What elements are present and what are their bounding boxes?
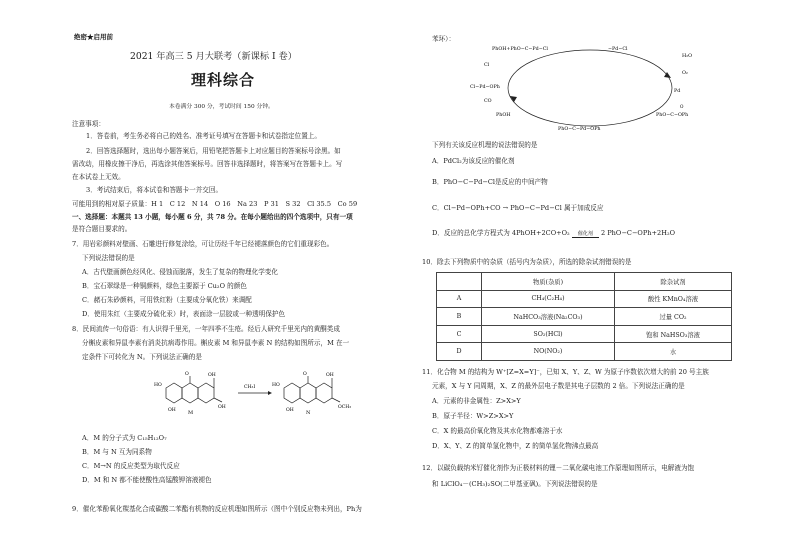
q8-option-d: D．M 和 N 都不能使酸性高锰酸钾溶液褪色 — [82, 476, 212, 484]
q9-option-d — [432, 229, 675, 239]
section1-a: 一、选择题：本题共 13 小题，每小题 6 分，共 78 分。在每小题给出的四个选项中，只有一项 — [72, 213, 353, 221]
left-column — [72, 0, 402, 560]
note-1: 1．答卷前，考生务必将自己的姓名、准考证号填写在答题卡和试卷指定位置上。 — [86, 132, 321, 140]
q7-option-c: C．赭石朱砂颜料，可用铁红粉（主要成分氧化铁）来调配 — [82, 296, 252, 304]
q11-option-c: C．X 的最高价氧化物及其水化物都难溶于水 — [432, 427, 563, 435]
subject-title: 理科综合 — [191, 71, 256, 89]
q9-c-tail: 属于加成反应 — [563, 204, 604, 212]
q9-option-c: C．Cl−Pd−OPh+CO → PhO−C−Pd−Cl 属于加成反应 — [432, 204, 604, 212]
table-row — [437, 290, 732, 308]
svg-text:OH: OH — [218, 405, 226, 410]
q7-stem-b: 下列说法错误的是 — [82, 254, 135, 262]
mech-h2o: H₂O — [682, 54, 693, 59]
q9-c-reactants: Cl−Pd−OPh+CO — [443, 204, 501, 212]
table-cell: 水 — [615, 343, 732, 361]
mech-top: PhOH+PhO−C−Pd−Cl — [492, 47, 548, 52]
q12-stem-a: 12．以碳负载纳米钌催化剂作为正极材料的锂－二氧化碳电池工作原理如图所示，电解液为饱 — [422, 464, 695, 472]
mech-carbonyl-o: O — [680, 104, 684, 109]
q8-stem-a: 8．民间流传一句俗语：有人识得千里光，一年四季不生疮。经后人研究千里光内的黄酮类成 — [72, 325, 340, 333]
atomic-masses: 可能用到的相对原子质量：H 1 C 12 N 14 O 16 Na 23 P 31 S 32 Cl 35.5 Co 59 — [72, 200, 358, 208]
svg-text:HO: HO — [272, 383, 280, 388]
secret-label: 绝密★启用前 — [74, 33, 113, 41]
mechanism-cycle — [462, 36, 722, 136]
table-cell: D — [437, 343, 482, 361]
q11-option-d: D．X、Y、Z 的简单氢化物中，Z 的简单氢化物沸点最高 — [432, 442, 599, 450]
table-header-row — [437, 273, 732, 291]
table-cell: 过量 CO₂ — [615, 308, 732, 326]
table-header-cell: 除杂试剂 — [615, 273, 732, 291]
q8-option-b: B．M 与 N 互为同系物 — [82, 448, 152, 456]
score-line: 本卷满分 300 分，考试时间 150 分钟。 — [169, 104, 274, 110]
table-header-cell — [437, 273, 482, 291]
q9-b-tail: 是反应的中间产物 — [494, 178, 548, 186]
q9-question: 下列有关该反应机理的说法错误的是 — [432, 141, 538, 149]
table-cell: B — [437, 308, 482, 326]
mech-bottom-right: PhO−C−OPh — [656, 113, 689, 118]
q9-b-structure: PhO−C−Pd−Cl — [443, 178, 495, 186]
mech-pd: Pd — [674, 89, 681, 94]
table-row — [437, 308, 732, 326]
svg-text:OH: OH — [208, 373, 216, 378]
q10-stem: 10．除去下列物质中的杂质（括号内为杂质），所选的除杂试剂错误的是 — [422, 258, 632, 266]
q9-stem-a: 9．催化苯酚氧化羰基化合成碳酸二苯酯有机物的反应机理如图所示（图中个别反应物未列出，Ph为 — [72, 505, 362, 513]
note-2a: 2．回答选择题时，选出每小题答案后，用铅笔把答题卡上对应题目的答案标号涂黑。如 — [86, 147, 341, 155]
q8-stem-b: 分槲皮素和异鼠李素有消炎抗病毒作用。槲皮素 M 和异鼠李素 N 的结构如图所示，M 在一 — [82, 339, 350, 347]
q11-option-a: A．元素的非金属性：Z>X>Y — [432, 397, 521, 405]
svg-text:O: O — [185, 372, 189, 377]
q9-option-b: B．PhO−C−Pd−Cl是反应的中间产物 — [432, 178, 548, 186]
q12-stem-b: 和 LiClO₄－(CH₃)₂SO(二甲基亚砜)。下列说法错误的是 — [432, 480, 598, 488]
table-cell: C — [437, 325, 482, 343]
note-2c: 在本试卷上无效。 — [72, 173, 125, 181]
note-2b: 需改动，用橡皮擦干净后，再选涂其他答案标号。回答非选择题时，将答案写在答题卡上。写 — [72, 160, 343, 168]
table-header-cell: 物质(杂质) — [482, 273, 615, 291]
table-cell: 酸性 KMnO₄溶液 — [615, 290, 732, 308]
mech-cl: Cl — [484, 63, 490, 68]
mech-left: Cl−Pd−OPh — [470, 85, 500, 90]
q8-option-c: C．M→N 的反应类型为取代反应 — [82, 462, 180, 470]
q7-option-b: B．宝石翠绿是一种铜颜料，绿色主要源于 Cu₂O 的颜色 — [82, 282, 247, 290]
mech-co: CO — [484, 99, 492, 104]
q9-c-product: PhO−C−Pd−Cl — [510, 204, 562, 212]
svg-text:OCH₃: OCH₃ — [338, 405, 352, 410]
table-cell: SO₂(HCl) — [482, 325, 615, 343]
right-column — [422, 0, 752, 560]
table-cell: NaHCO₃溶液(Na₂CO₃) — [482, 308, 615, 326]
notes-title: 注意事项： — [72, 120, 105, 128]
svg-text:OH: OH — [168, 408, 176, 413]
structure-m — [166, 376, 222, 403]
q9-d-tail: +2H₂O — [651, 229, 676, 237]
structure-n — [284, 376, 340, 403]
q11-option-b: B．原子半径：W>Z>X>Y — [432, 412, 514, 420]
section1-b: 是符合题目要求的。 — [72, 225, 132, 233]
q9-d-condition: 催化剂 — [572, 231, 599, 238]
table-row — [437, 343, 732, 361]
mech-o2: O₂ — [682, 71, 688, 76]
label-m: M — [188, 410, 194, 416]
mech-bottom-mid: PhO−C−Pd−OPh — [558, 127, 601, 132]
mech-phoh: PhOH — [496, 113, 511, 118]
q10-table — [436, 272, 732, 361]
q9-stem-b: 苯环）： — [432, 35, 456, 43]
table-cell: 饱和 NaHSO₃溶液 — [615, 325, 732, 343]
q9-d-product: 2 PhO−C−OPh — [600, 229, 652, 237]
flavonoid-structures — [152, 366, 372, 428]
exam-title: 2021 年高三 5 月大联考（新课标 I 卷） — [130, 51, 297, 62]
q7-stem-a: 7．用岩彩颜料对壁画、石雕进行修复涂绘，可让历经千年已经褪落颜色的它们重现彩色。 — [72, 240, 334, 248]
q7-option-d: D．使用朱红（主要成分硫化汞）时，表面涂一层胶或一种透明保护色 — [82, 310, 286, 318]
table-cell: A — [437, 290, 482, 308]
svg-text:OH: OH — [326, 373, 334, 378]
table-row — [437, 325, 732, 343]
q11-stem-b: 元素，X 与 Y 同周期，X、Z 的最外层电子数是其电子层数的 2 倍。下列说法正确的是 — [432, 382, 685, 390]
q8-option-a: A．M 的分子式为 C₁₅H₁₂O₇ — [82, 434, 167, 442]
reagent-label: CH₃I — [244, 385, 256, 390]
svg-text:OH: OH — [286, 408, 294, 413]
q9-d-head: D．反应的总化学方程式为 4PhOH+2CO+O₂ — [432, 229, 570, 237]
svg-text:HO: HO — [154, 383, 162, 388]
q11-stem-a: 11．化合物 M 的结构为 W⁺[Z=X=Y]⁻，已知 X、Y、Z、W 为原子序数依次增大的前 20 号主族 — [422, 368, 709, 376]
q7-option-a: A．古代壁画颜色经风化、侵蚀而脱落，发生了复杂的物理化学变化 — [82, 268, 278, 276]
svg-text:O: O — [303, 372, 307, 377]
table-cell: NO(NO₂) — [482, 343, 615, 361]
q9-option-a: A．PdCl₂为该反应的催化剂 — [432, 157, 515, 165]
table-cell: CH₄(C₂H₄) — [482, 290, 615, 308]
q8-stem-c: 定条件下可转化为 N。下列说法正确的是 — [82, 353, 202, 361]
label-n: N — [306, 410, 311, 416]
mech-top-right: −Pd−Cl — [608, 47, 628, 52]
note-3: 3．考试结束后，将本试卷和答题卡一并交回。 — [86, 186, 223, 194]
